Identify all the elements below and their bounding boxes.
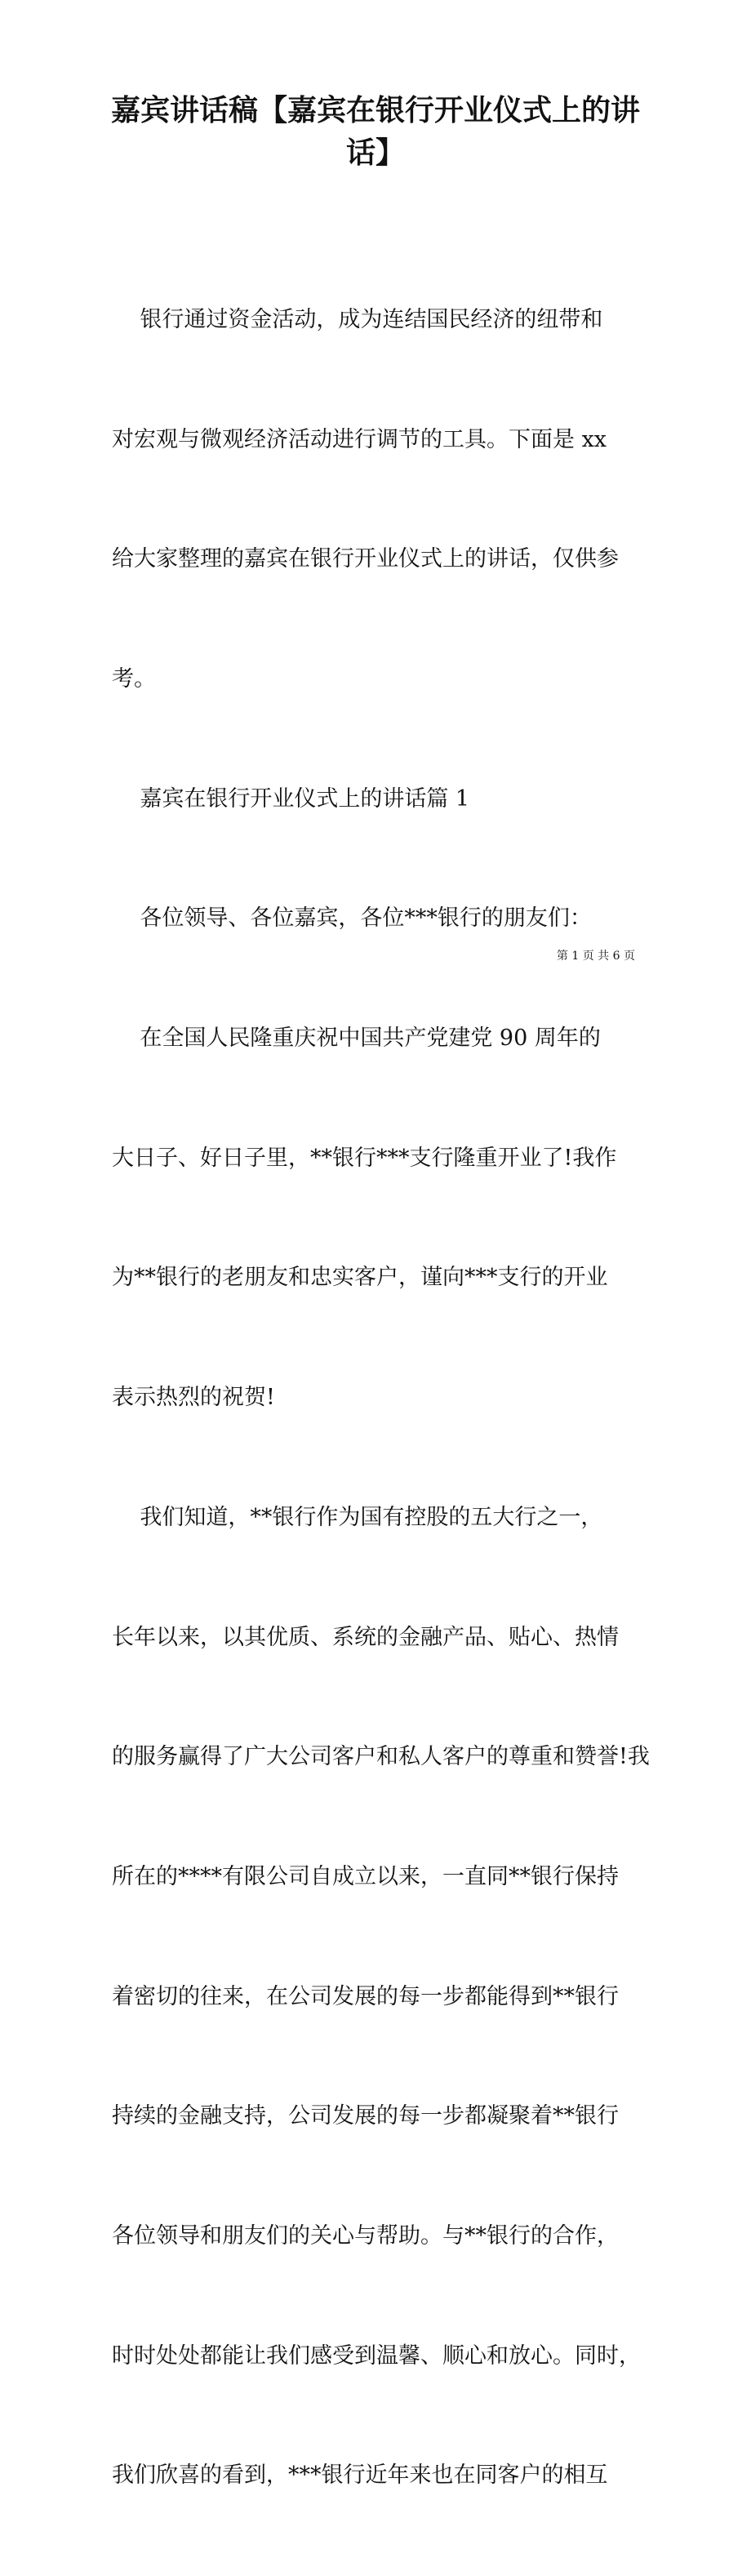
page-number-footer: 第 1 页 共 6 页 [556, 950, 635, 963]
text-line: 所在的****有限公司自成立以来，一直同**银行保持 [112, 1863, 619, 1889]
section-heading: 嘉宾在银行开业仪式上的讲话篇 1 [112, 785, 470, 812]
text-line: 银行通过资金活动，成为连结国民经济的纽带和 [112, 306, 603, 332]
text-line: 考。 [112, 665, 156, 692]
document-body [112, 220, 683, 2576]
text-line: 持续的金融支持，公司发展的每一步都凝聚着**银行 [112, 2103, 619, 2129]
text-line: 各位领导和朋友们的关心与帮助。与**银行的合作， [112, 2223, 619, 2249]
text-line: 的服务赢得了广大公司客户和私人客户的尊重和赞誉!我 [112, 1744, 650, 1770]
salutation: 各位领导、各位嘉宾，各位***银行的朋友们： [112, 905, 592, 932]
text-line: 在全国人民隆重庆祝中国共产党建党 90 周年的 [112, 1026, 601, 1052]
text-line: 给大家整理的嘉宾在银行开业仪式上的讲话，仅供参 [112, 546, 619, 572]
text-line: 时时处处都能让我们感受到温馨、顺心和放心。同时， [112, 2342, 641, 2369]
title-line-2: 话】 [345, 136, 405, 170]
text-line: 我们知道，**银行作为国有控股的五大行之一， [112, 1504, 603, 1530]
text-line: 我们欣喜的看到，***银行近年来也在同客户的相互 [112, 2463, 608, 2489]
text-line: 表示热烈的祝贺! [112, 1385, 275, 1411]
text-line: 对宏观与微观经济活动进行调节的工具。下面是 xx [112, 426, 607, 452]
title-line-1: 嘉宾讲话稿【嘉宾在银行开业仪式上的讲 [110, 94, 640, 127]
text-line: 大日子、好日子里，**银行***支行隆重开业了!我作 [112, 1145, 617, 1171]
text-line: 着密切的往来，在公司发展的每一步都能得到**银行 [112, 1983, 619, 2009]
document-title [98, 90, 653, 175]
text-line: 为**银行的老朋友和忠实客户，谨向***支行的开业 [112, 1265, 608, 1291]
text-line: 长年以来，以其优质、系统的金融产品、贴心、热情 [112, 1624, 619, 1650]
